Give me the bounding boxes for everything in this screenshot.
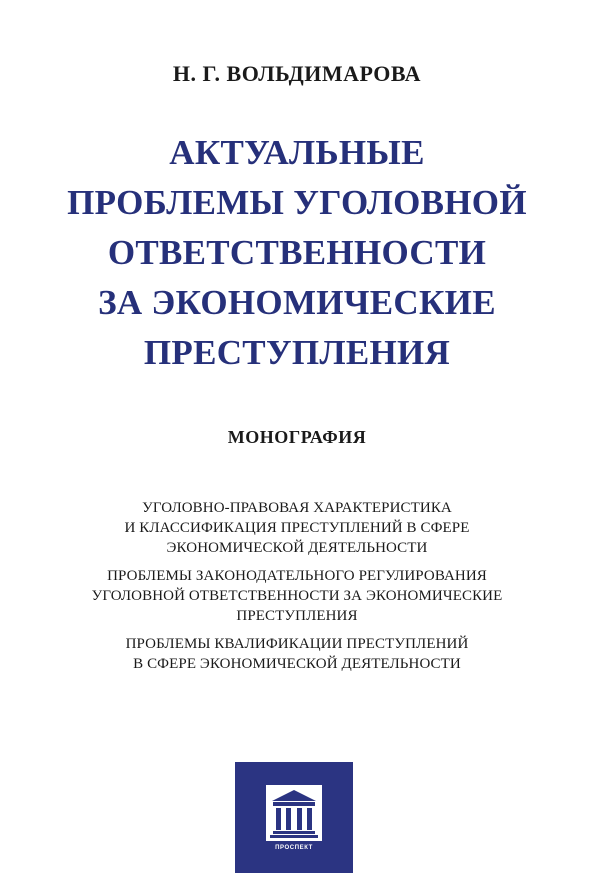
publisher-name: ПРОСПЕКТ [275, 845, 313, 851]
topic-line: ПРОБЛЕМЫ ЗАКОНОДАТЕЛЬНОГО РЕГУЛИРОВАНИЯ [107, 568, 487, 584]
topic-line: ПРЕСТУПЛЕНИЯ [236, 608, 358, 624]
topic-line: В СФЕРЕ ЭКОНОМИЧЕСКОЙ ДЕЯТЕЛЬНОСТИ [133, 656, 461, 672]
topic-line: УГОЛОВНОЙ ОТВЕТСТВЕННОСТИ ЗА ЭКОНОМИЧЕСКИЕ [91, 588, 503, 604]
title-line: ЗА ЭКОНОМИЧЕСКИЕ [98, 283, 496, 322]
prospekt-columns-logo-icon [266, 785, 322, 841]
topic-line: И КЛАССИФИКАЦИЯ ПРЕСТУПЛЕНИЙ В СФЕРЕ [124, 520, 470, 536]
book-type: МОНОГРАФИЯ [227, 427, 367, 447]
topic-item [0, 566, 594, 626]
topic-line: УГОЛОВНО-ПРАВОВАЯ ХАРАКТЕРИСТИКА [142, 500, 452, 516]
topics-list [0, 498, 594, 682]
title-line: ПРЕСТУПЛЕНИЯ [143, 333, 451, 372]
topic-line: ПРОБЛЕМЫ КВАЛИФИКАЦИИ ПРЕСТУПЛЕНИЙ [125, 636, 469, 652]
publisher-logo-block [235, 762, 353, 873]
title-line: ОТВЕТСТВЕННОСТИ [107, 233, 487, 272]
author-name: Н. Г. ВОЛЬДИМАРОВА [172, 61, 422, 86]
book-title [0, 128, 594, 378]
title-line: АКТУАЛЬНЫЕ [169, 133, 425, 172]
topic-item [0, 498, 594, 558]
topic-item [0, 634, 594, 674]
title-line: ПРОБЛЕМЫ УГОЛОВНОЙ [67, 183, 527, 222]
topic-line: ЭКОНОМИЧЕСКОЙ ДЕЯТЕЛЬНОСТИ [166, 540, 428, 556]
